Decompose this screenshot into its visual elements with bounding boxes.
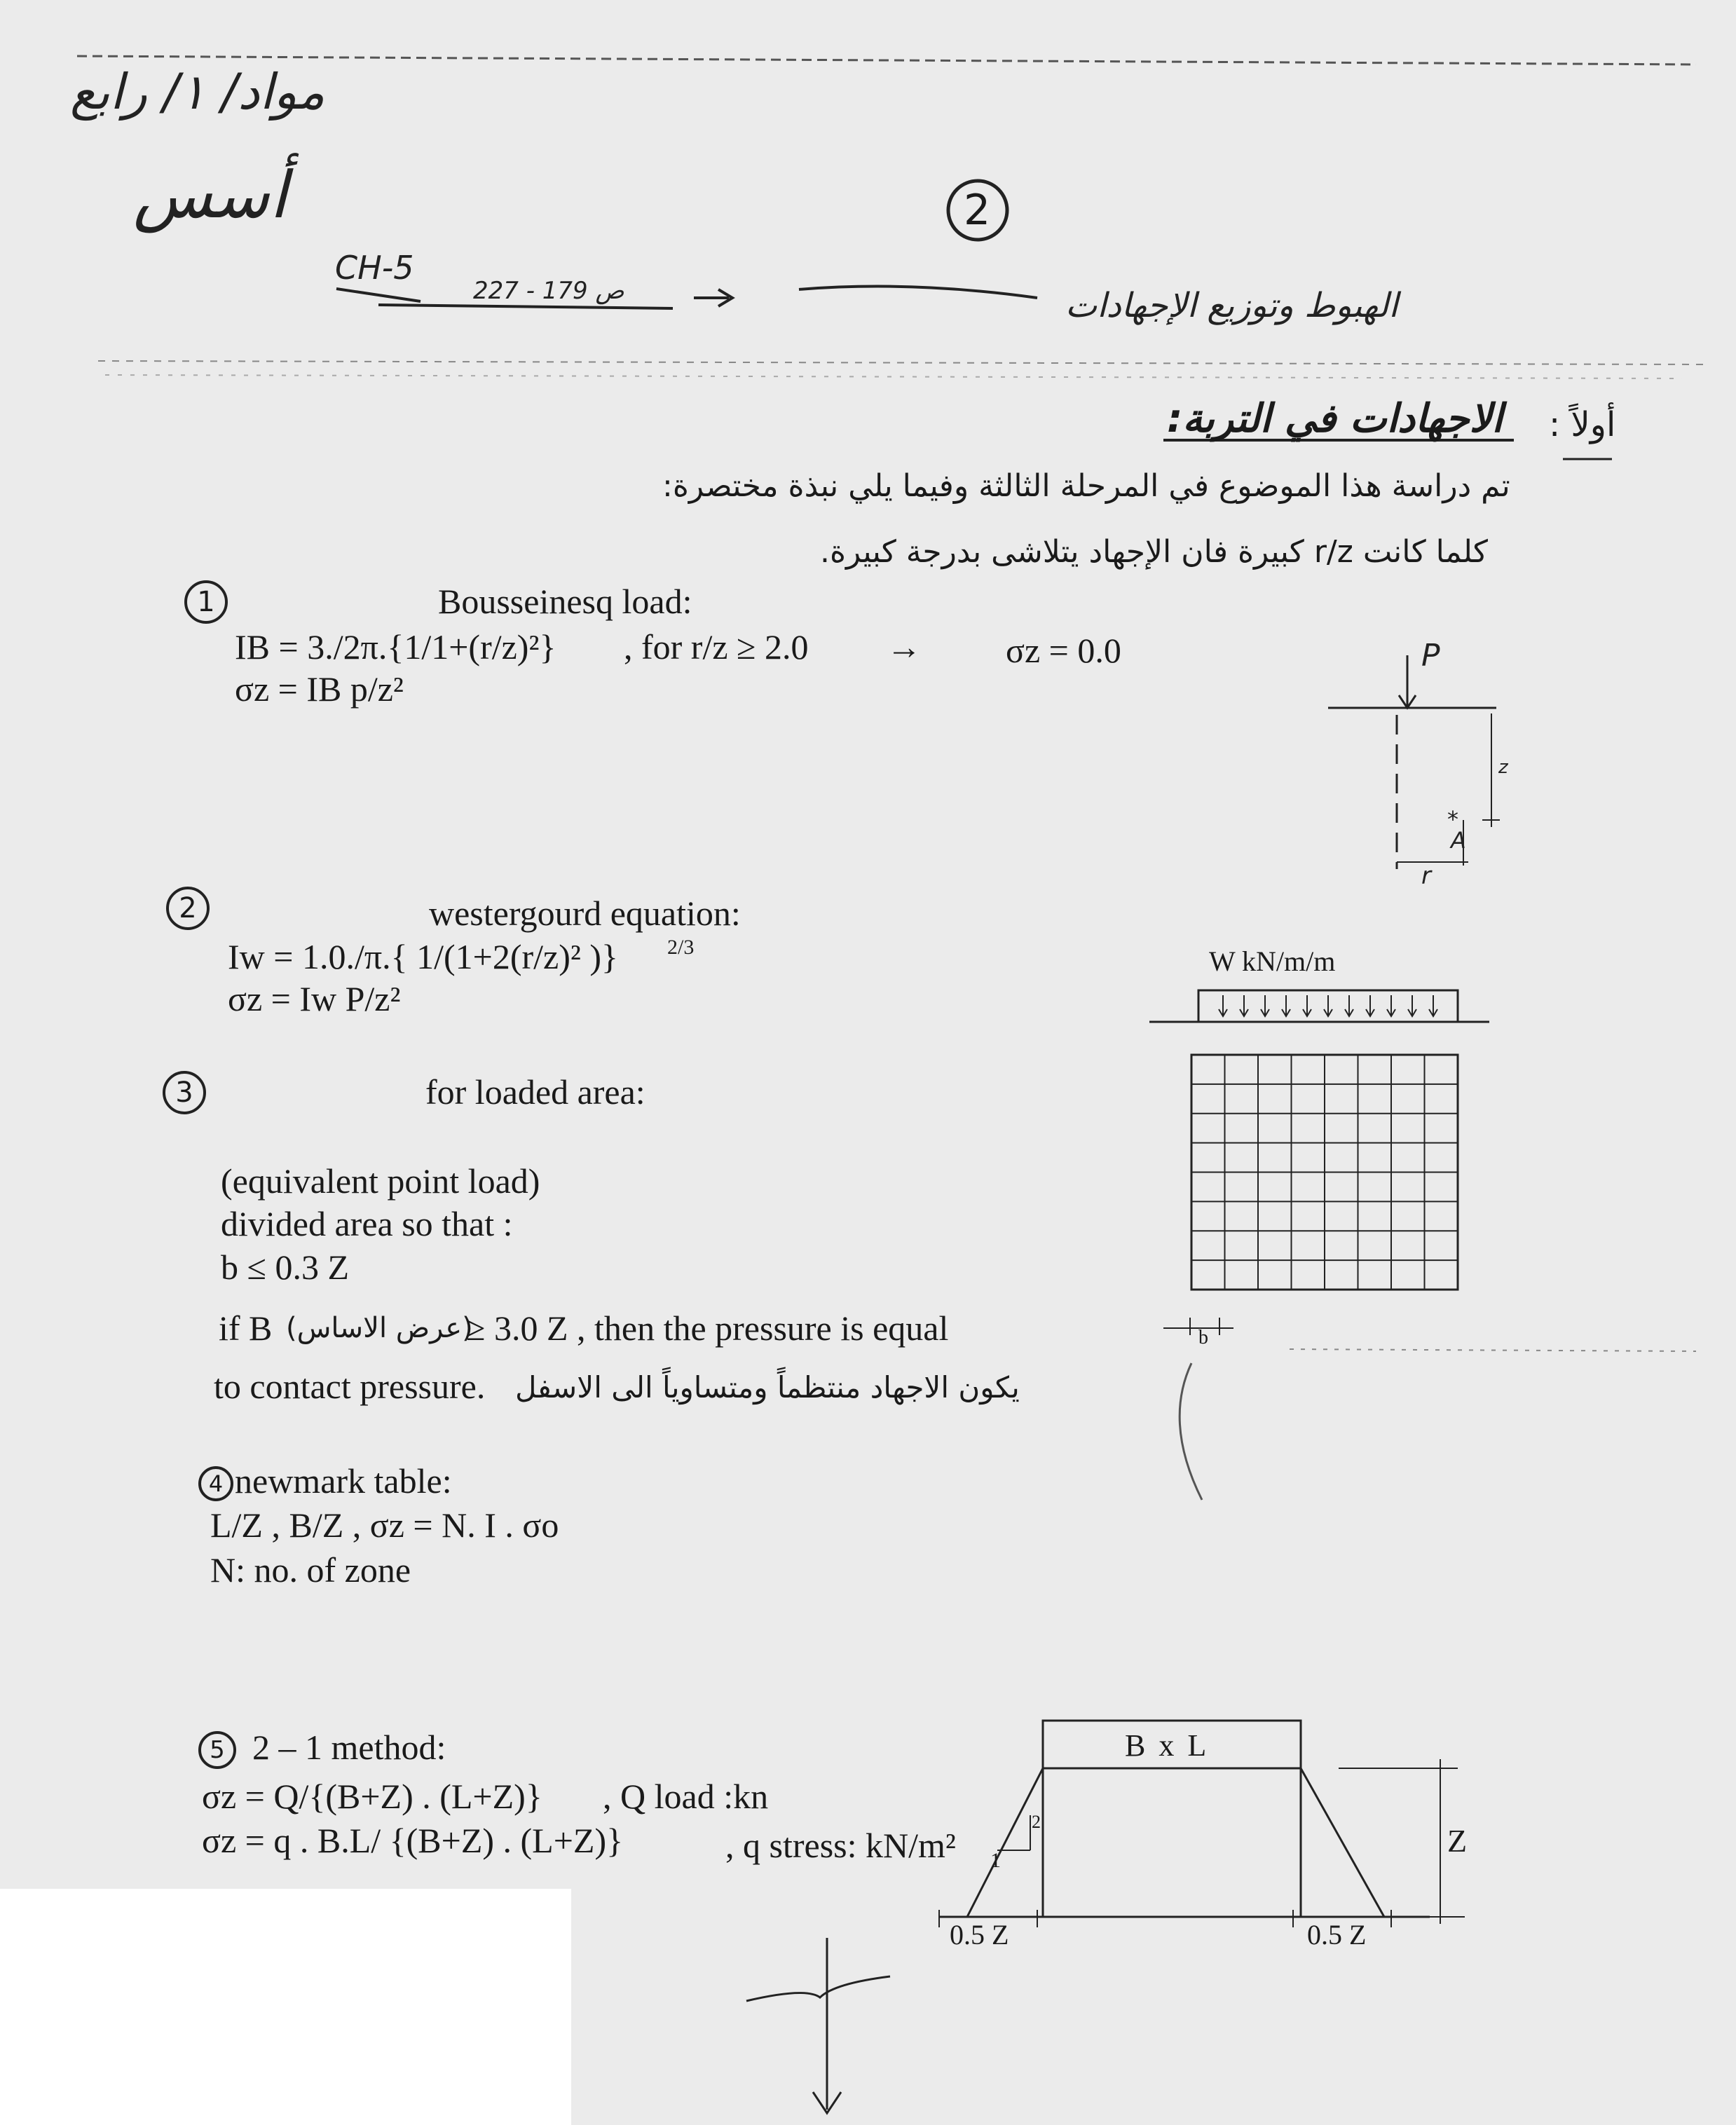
strike-mark xyxy=(336,289,421,301)
two-one-line-2: σz = q . B.L/ {(B+Z) . (L+Z)} xyxy=(202,1821,624,1860)
westergaard-title: westergourd equation: xyxy=(429,894,741,933)
loaded-area-line-5-pre: to contact pressure. xyxy=(214,1367,486,1406)
two-one-title: 2 – 1 method: xyxy=(252,1728,446,1767)
item-4-number: 4 xyxy=(198,1466,233,1501)
boussinesq-title: Bousseinesq load: xyxy=(438,582,692,621)
handwritten-dash xyxy=(799,287,1037,298)
loaded-area-line-5-ar: يكون الاجهاد منتظماً ومتساوياً الى الاسفل xyxy=(515,1370,1020,1405)
item-3-number: 3 xyxy=(163,1071,206,1114)
item-2-number: 2 xyxy=(166,887,210,930)
fig5-slope-h: 1 xyxy=(990,1849,1001,1872)
fig2-load-label: W kN/m/m xyxy=(1209,945,1336,977)
mid-rule xyxy=(98,361,1703,364)
loaded-area-grid xyxy=(1191,1055,1458,1290)
fig1-a-label: A xyxy=(1451,827,1466,854)
handwritten-subject: مواد/ ١/ رابع xyxy=(70,63,325,121)
fig5-left-dim: 0.5 Z xyxy=(950,1919,1009,1950)
section-title: الاجهادات في التربة: xyxy=(1167,396,1503,442)
item-5-number: 5 xyxy=(198,1731,236,1769)
boussinesq-ib-eq: IB = 3./2π.{1/1+(r/z)²} xyxy=(235,627,556,667)
item-1-number: 1 xyxy=(184,580,228,624)
fig5-z-label: Z xyxy=(1447,1823,1468,1859)
loaded-area-line-4-ar: (عرض الاساس) xyxy=(286,1312,473,1344)
loaded-area-line-2: divided area so that : xyxy=(221,1204,513,1243)
fig2-b-label: b xyxy=(1198,1327,1208,1348)
boussinesq-sigma-eq: σz = IB p/z² xyxy=(235,669,404,709)
loaded-area-line-3: b ≤ 0.3 Z xyxy=(221,1248,349,1287)
fig5-slope-v: 2 xyxy=(1032,1812,1041,1832)
load-arrows xyxy=(1219,995,1437,1016)
newmark-line-1: L/Z , B/Z , σz = N. I . σo xyxy=(210,1505,559,1545)
fig5-right-dim: 0.5 Z xyxy=(1307,1919,1367,1950)
page-number: 2 xyxy=(964,186,991,235)
westergaard-iw-exp: 2/3 xyxy=(667,936,695,959)
westergaard-sigma-eq: σz = Iw P/z² xyxy=(228,979,401,1018)
westergaard-iw-eq: Iw = 1.0./π.{ 1/(1+2(r/z)² )} xyxy=(228,937,619,976)
two-one-line-1-note: , Q load :kn xyxy=(603,1777,769,1816)
fig1-star: * xyxy=(1447,806,1458,833)
pen-mark xyxy=(1180,1363,1202,1500)
fig1-z-label: z xyxy=(1498,757,1508,778)
uniform-load-figure xyxy=(1149,990,1696,1500)
boussinesq-arrow: → xyxy=(887,627,922,667)
bottom-arrow-sketch xyxy=(746,1938,890,2113)
two-one-line-1: σz = Q/{(B+Z) . (L+Z)} xyxy=(202,1777,542,1816)
mid-rule-2 xyxy=(105,375,1682,378)
newmark-line-2: N: no. of zone xyxy=(210,1550,411,1590)
boussinesq-result: σz = 0.0 xyxy=(1006,631,1121,670)
topic-handwritten: الهبوط وتوزيع الإجهادات xyxy=(1065,286,1398,325)
blank-scan-area xyxy=(0,1889,571,2125)
handwritten-subject-2: أسس xyxy=(133,158,287,233)
loaded-area-line-1: (equivalent point load) xyxy=(221,1161,540,1201)
right-slope xyxy=(1301,1768,1384,1917)
loaded-area-title: for loaded area: xyxy=(425,1072,645,1112)
newmark-title: newmark table: xyxy=(235,1461,452,1501)
boussinesq-condition: , for r/z ≥ 2.0 xyxy=(624,627,809,667)
fig1-r-label: r xyxy=(1421,862,1431,890)
two-one-line-2-note: , q stress: kN/m² xyxy=(725,1826,956,1865)
fig5-bxl-label: B x L xyxy=(1125,1728,1210,1763)
point-load-figure xyxy=(1328,655,1500,869)
left-slope xyxy=(967,1768,1043,1917)
intro-line-2: كلما كانت r/z كبيرة فان الإجهاد يتلاشى بدرجة كبيرة. xyxy=(820,534,1488,570)
pages-ref: 227 - 179 ص xyxy=(473,277,624,305)
chapter-ref: CH-5 xyxy=(335,249,414,287)
chapter-underline xyxy=(378,305,673,308)
fig1-p-label: P xyxy=(1421,638,1440,674)
loaded-area-line-4-pre: if B xyxy=(219,1309,273,1348)
loaded-area-line-4-post: ≥ 3.0 Z , then the pressure is equal xyxy=(466,1309,949,1348)
section-label: أولاً : xyxy=(1549,405,1616,444)
intro-line-1: تم دراسة هذا الموضوع في المرحلة الثالثة وفيما يلي نبذة مختصرة: xyxy=(662,468,1510,504)
